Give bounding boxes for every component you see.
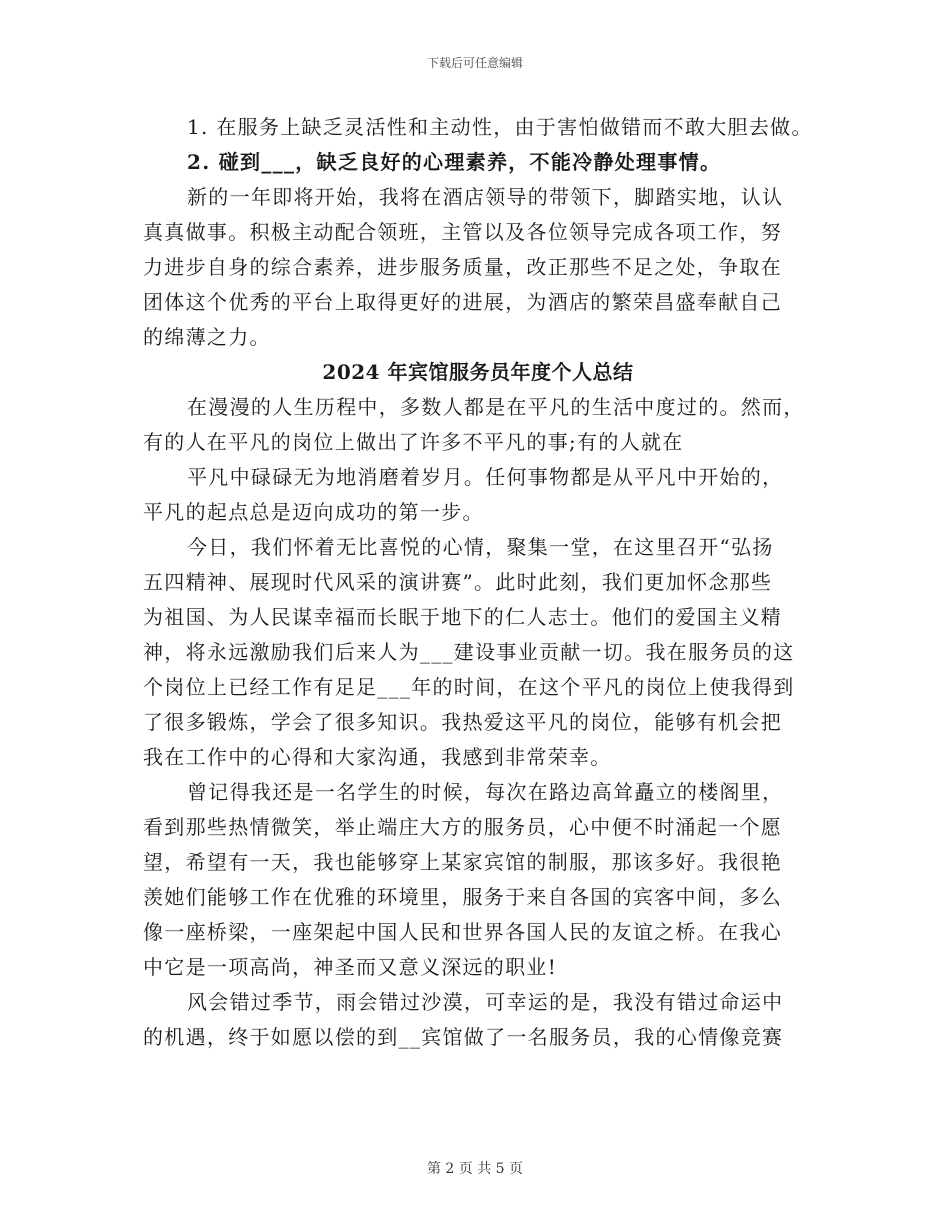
paragraph-intro [143,390,813,460]
list-item-2: 2. 碰到___，缺乏良好的心理素养，不能冷静处理事情。 [187,150,722,174]
page-header-note: 下载后可任意编辑 [426,56,523,70]
paragraph-ordinary [143,460,813,530]
paragraph-line: 像一座桥梁，一座架起中国人民和世界各国人民的友谊之桥。在我心 [143,920,782,944]
paragraph-line: 的机遇，终于如愿以偿的到__宾馆做了一名服务员，我的心情像竞赛 [143,1025,784,1049]
paragraph-speech [143,530,813,775]
page-footer: 第 2 页 共 5 页 [426,1161,524,1177]
paragraph-line: 的绵薄之力。 [143,325,271,349]
list-item-1: 1. 在服务上缺乏灵活性和主动性，由于害怕做错而不敢大胆去做。 [187,115,813,139]
document-body [143,110,813,1055]
paragraph-plan [143,180,813,355]
paragraph-line: 我在工作中的心得和大家沟通，我感到非常荣幸。 [143,745,612,769]
paragraph-line: 风会错过季节，雨会错过沙漠，可幸运的是，我没有错过命运中 [187,990,784,1014]
paragraph-line: 力进步自身的综合素养，进步服务质量，改正那些不足之处，争取在 [143,255,782,279]
paragraph-line: 有的人在平凡的岗位上做出了许多不平凡的事;有的人就在 [143,430,684,454]
paragraph-memory [143,775,813,985]
paragraph-line: 新的一年即将开始，我将在酒店领导的带领下，脚踏实地，认认 [187,185,784,209]
paragraph-line: 团体这个优秀的平台上取得更好的进展，为酒店的繁荣昌盛奉献自己 [143,290,782,314]
paragraph-line: 真真做事。积极主动配合领班，主管以及各位领导完成各项工作，努 [143,220,782,244]
paragraph-line: 看到那些热情微笑，举止端庄大方的服务员，心中便不时涌起一个愿 [143,815,782,839]
paragraph-fortune [143,985,813,1055]
paragraph-line: 曾记得我还是一名学生的时候，每次在路边高耸矗立的楼阁里， [187,780,784,804]
paragraph-line: 了很多锻炼，学会了很多知识。我热爱这平凡的岗位，能够有机会把 [143,710,782,734]
paragraph-line: 神，将永远激励我们后来人为___建设事业贡献一切。我在服务员的这 [143,640,795,664]
paragraph-line: 平凡中碌碌无为地消磨着岁月。任何事物都是从平凡中开始的， [187,465,784,489]
section-title: 2024 年宾馆服务员年度个人总结 [322,360,634,384]
paragraph-line: 为祖国、为人民谋幸福而长眠于地下的仁人志士。他们的爱国主义精 [143,605,782,629]
paragraph-line: 个岗位上已经工作有足足___年的时间，在这个平凡的岗位上使我得到 [143,675,795,699]
paragraph-line: 在漫漫的人生历程中，多数人都是在平凡的生活中度过的。然而， [187,395,805,419]
paragraph-line: 望，希望有一天，我也能够穿上某家宾馆的制服，那该多好。我很艳 [143,850,782,874]
paragraph-line: 羡她们能够工作在优雅的环境里，服务于来自各国的宾客中间，多么 [143,885,782,909]
paragraph-line: 中它是一项高尚，神圣而又意义深远的职业! [143,955,558,979]
paragraph-line: 平凡的起点总是迈向成功的第一步。 [143,500,484,524]
paragraph-line: 今日，我们怀着无比喜悦的心情，聚集一堂，在这里召开“弘扬 [187,535,774,559]
paragraph-line: 五四精神、展现时代风采的演讲赛”。此时此刻，我们更加怀念那些 [143,570,773,594]
